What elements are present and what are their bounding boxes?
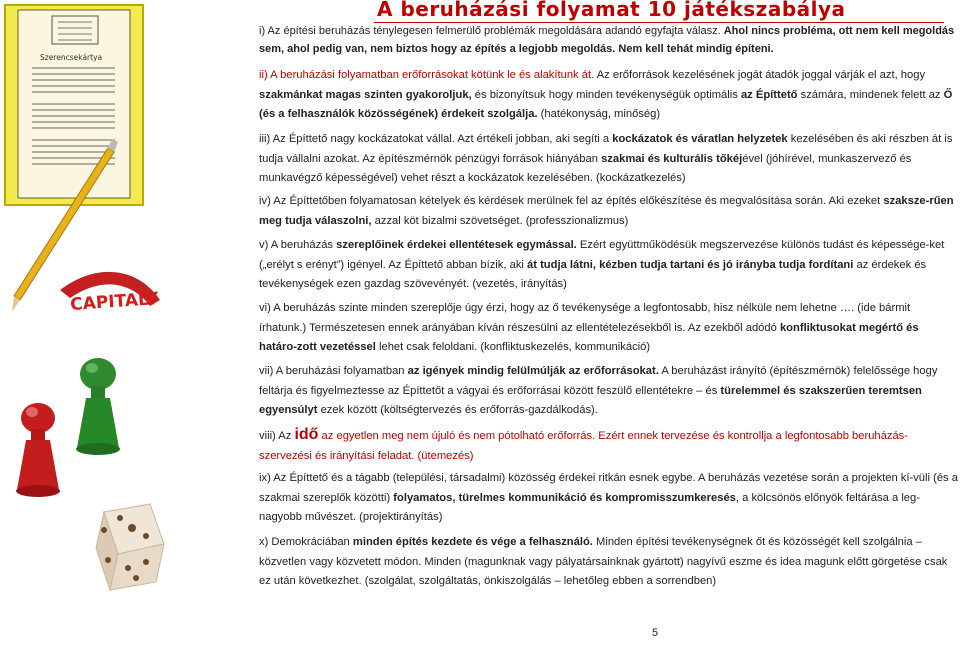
rule-vii-text-e: ezek között (költségtervezés és erőforrás-gazdálkodás). bbox=[320, 404, 598, 416]
rule-ix bbox=[222, 469, 958, 528]
rule-x-text-b: minden építés kezdete és vége a felhasználó. bbox=[352, 536, 593, 548]
rule-ii-text-e: számára, mindenek felett az bbox=[800, 88, 941, 101]
rule-i-text-a: i) Az építési beruházás ténylegesen felmerülő problémák megoldására adandó egyfajta válasz. bbox=[259, 25, 721, 37]
rule-v-text-a: v) A beruházás bbox=[259, 239, 334, 251]
rule-viii-text-b: idő bbox=[294, 426, 319, 443]
rule-ix-text-b: folyamatos, türelmes kommunikáció és kompromisszumkeresés bbox=[393, 491, 736, 504]
rule-v-text-e: az érdekek és tevékenységek ezen gazdag szövevényét. (vezetés, irányítás) bbox=[259, 258, 927, 290]
rule-ii-text-f: Ő (és a felhasználók közösségének) érdekeit szolgálja. bbox=[259, 88, 953, 120]
rule-vi-text-c: lehet csak feloldani. (konfliktuskezelés, kommunikáció) bbox=[379, 341, 651, 353]
rule-iii-text-b: Azt értékeli jobban, aki segíti a bbox=[457, 133, 610, 145]
rule-iv-text-c: azzal köt bizalmi szövetséget. (professzionalizmus) bbox=[374, 214, 629, 227]
rule-iii bbox=[222, 130, 958, 189]
rule-iv bbox=[222, 192, 958, 231]
rule-vii-text-c: A beruházást irányító (építészmérnök) felelőssége hogy feltárja és figyelmeztesse az Építtetőt a vágyai és erőforrásai között feszülő ellentétekre – és bbox=[259, 365, 938, 397]
rule-ii bbox=[222, 66, 958, 125]
rule-vi-text-a: vi) A beruházás szinte minden szereplője úgy érzi, hogy az ő tevékenysége a legfontosabb, hisz nélküle nem lehetne …. (ide bármit írhatunk.) Természetesen ennek arányában kíván részesülni az ellentételezésekből is. Az ezekből adódó bbox=[259, 302, 911, 334]
rule-i bbox=[222, 22, 958, 58]
rule-v-text-c: Ezért együttműködésük megszervezése különös tudást és képessége-ket („erélyt s erényt”) igényel. Az Építtető abban bízik, aki bbox=[259, 239, 945, 271]
rule-ix-text-a: ix) Az Építtető és a tágabb (települési, társadalmi) közösség érdekei ritkán esnek egybe. A beruházás vezetése során a projekten kí-vüli (és a szakmai szereplők közötti) bbox=[259, 472, 958, 504]
card-heading: Szerencsekártya bbox=[40, 53, 103, 62]
rule-iv-text-a: iv) Az Építtetőben folyamatosan kételyek és kérdések merülnek fel az építés előkészítése és megvalósítása során. Aki ezeket bbox=[259, 195, 881, 207]
rule-iii-text-e: Az építészmérnök pénzügyi források hiányában bbox=[362, 152, 598, 165]
rule-ii-text-d: az Építtető bbox=[740, 88, 798, 101]
red-pawn-icon bbox=[16, 403, 60, 497]
rule-iii-text-f: szakmai és kulturális tőkéj bbox=[601, 152, 743, 165]
rule-viii-text-a: viii) Az bbox=[259, 430, 292, 442]
rule-iii-text-a: iii) Az Építtető nagy kockázatokat vállal. bbox=[259, 133, 455, 145]
rule-ii-text-c: és bizonyítsuk hogy minden tevékenységük optimális bbox=[474, 88, 738, 101]
game-card-image bbox=[5, 5, 143, 205]
capitaly-logo bbox=[60, 272, 160, 315]
brand-text: CAPITALY bbox=[69, 288, 160, 316]
rule-vii-text-d: türelemmel és szakszerűen teremtsen egyensúlyt bbox=[259, 384, 922, 416]
rule-x-text-a: x) Demokráciában bbox=[259, 536, 350, 548]
rule-vi bbox=[222, 299, 958, 358]
rule-ix-text-c: , a kölcsönös előnyök feltárása a leg-nagyobb művészet. (projektirányítás) bbox=[259, 491, 920, 523]
rule-iv-text-b: szaksze-rűen meg tudja válaszolni, bbox=[259, 195, 954, 227]
page-title: A beruházási folyamat 10 játékszabálya bbox=[377, 0, 846, 21]
rule-ii-text-a: Az erőforrások kezelésének jogát átadók joggal várják el azt, hogy bbox=[596, 69, 926, 81]
rule-viii-text-c: az egyetlen meg nem újuló és nem pótolható erőforrás. Ezért ennek tervezése és kontrollja a legfontosabb beruházás-szervezési és irányítási feladat. (ütemezés) bbox=[259, 430, 908, 462]
rule-iii-text-c: kockázatok és váratlan helyzetek bbox=[612, 133, 788, 145]
rule-v bbox=[222, 236, 958, 295]
decorative-illustration bbox=[0, 0, 215, 640]
rule-iii-text-d: kezelésében és aki részben át is tudja vállalni azokat. bbox=[259, 133, 953, 165]
rule-x-text-c: Minden építési tevékenységnek őt és közösségét kell szolgálnia – közvetlen vagy közvetett módon. Minden (magunknak vagy pályatársainknak gyártott) nagyívű eszme és idea magunk előtt görgetése csak ez után következhet. (szolgálat, szolgáltatás, önkiszolgálás – lehetőleg ebben a sorrendben) bbox=[259, 536, 948, 587]
rule-v-text-d: át tudja látni, kézben tudja tartani és jó irányba tudja fordítani bbox=[527, 258, 854, 271]
rule-ii-text-b: szakmánkat magas szinten gyakoroljuk, bbox=[259, 88, 472, 101]
rule-ii-text-g: (hatékonyság, minőség) bbox=[540, 108, 661, 120]
rule-vii bbox=[222, 362, 958, 421]
die-icon bbox=[96, 504, 164, 590]
page-number: 5 bbox=[652, 627, 659, 639]
rule-i-text-b: Ahol nincs probléma, ott nem kell megoldás sem, ahol pedig van, nem biztos hogy az építés a legjobb megoldás. Nem kell tehát mindig építeni. bbox=[259, 25, 955, 55]
rule-vii-text-a: vii) A beruházási folyamatban bbox=[259, 365, 405, 377]
rule-v-text-b: szereplőinek érdekei ellentétesek egymással. bbox=[336, 239, 577, 251]
rule-x bbox=[222, 533, 958, 592]
rule-viii bbox=[222, 425, 958, 466]
rule-ii-heading-text: ii) A beruházási folyamatban erőforrásokat kötünk le és alakítunk át. bbox=[259, 69, 595, 81]
rule-vi-text-b: konfliktusokat megértő és határo-zott vezetéssel bbox=[259, 321, 919, 353]
rule-vii-text-b: az igények mindig felülmúlják az erőforrásokat. bbox=[407, 365, 659, 377]
green-pawn-icon bbox=[76, 358, 120, 455]
rule-iii-text-g: ével (jóhírével, munkaszervező és munkavégző képességével) vehet részt a kockázatok kezelésében. (kockázatkezelés) bbox=[259, 152, 912, 184]
